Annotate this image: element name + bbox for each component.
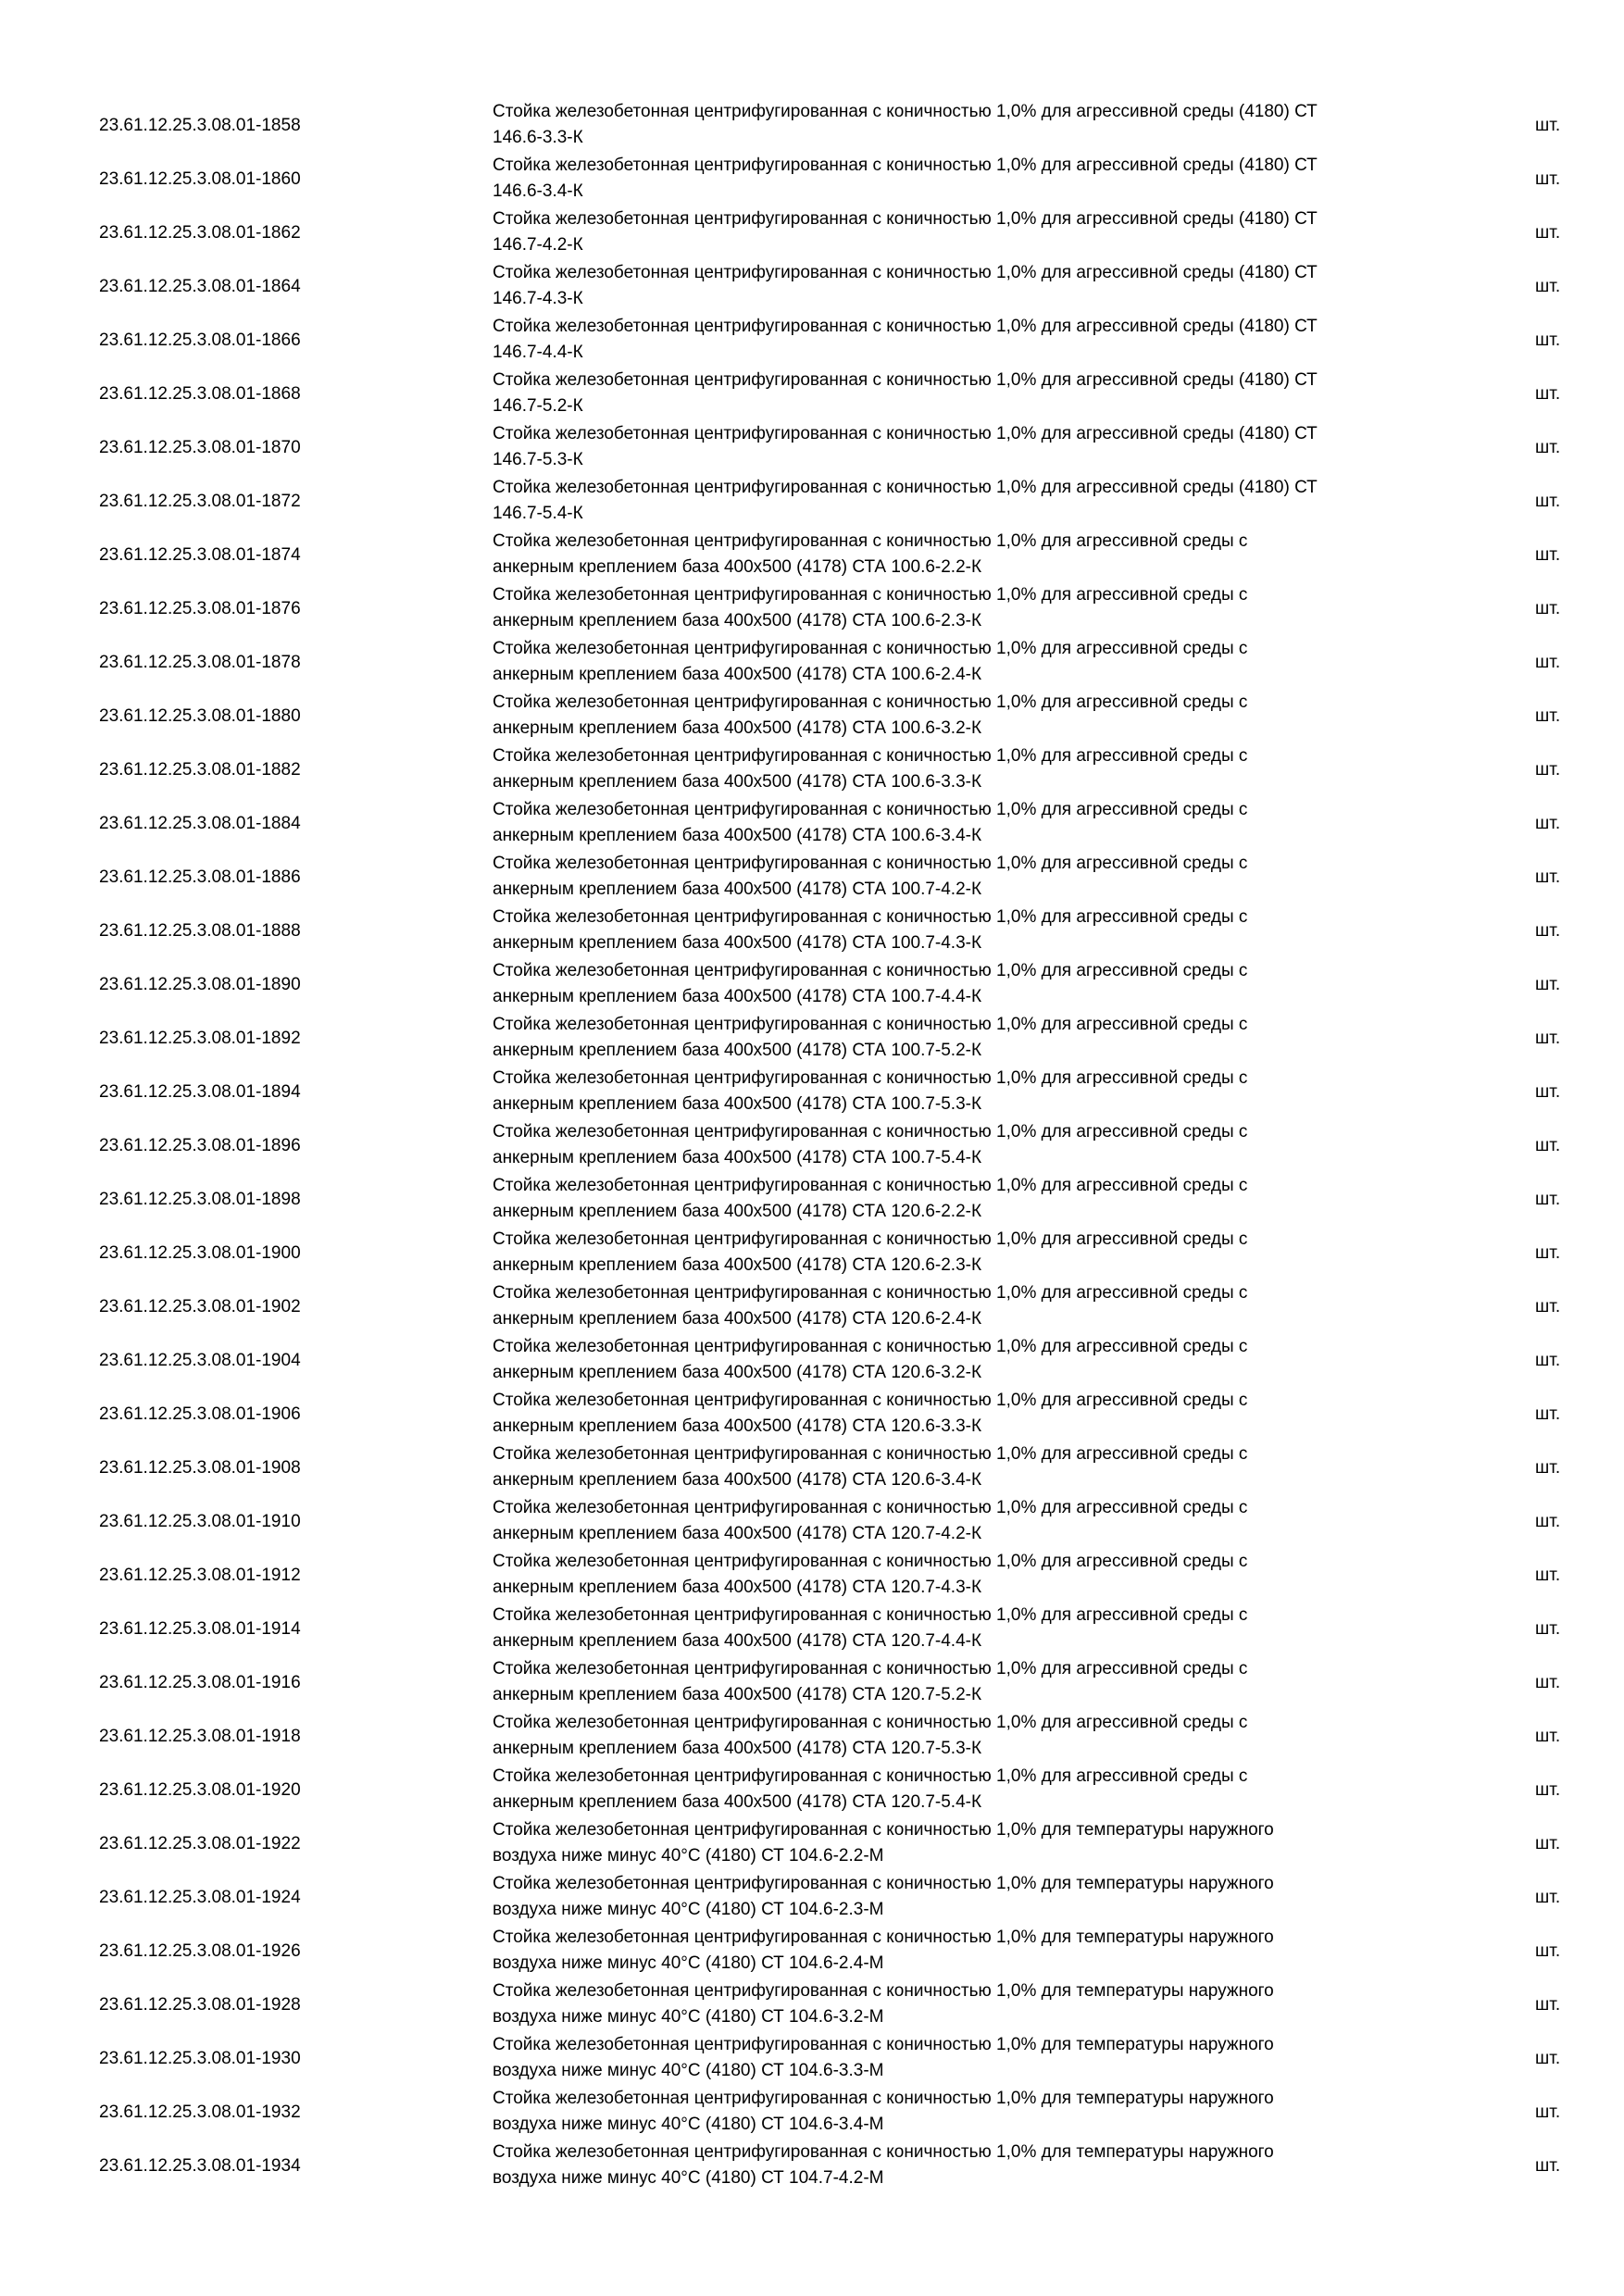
item-code: 23.61.12.25.3.08.01-1862: [99, 223, 301, 243]
item-code: 23.61.12.25.3.08.01-1900: [99, 1243, 301, 1263]
item-unit: шт.: [1535, 1136, 1561, 1155]
item-code: 23.61.12.25.3.08.01-1890: [99, 975, 301, 994]
item-unit: шт.: [1535, 1190, 1561, 1209]
item-description-line: Стойка железобетонная центрифугированная с коничностью 1,0% для агрессивной среды с: [493, 1176, 1248, 1195]
item-description-line: анкерным креплением база 400х500 (4178) СТА 100.7-5.2-К: [493, 1041, 982, 1060]
item-description-line: воздуха ниже минус 40°С (4180) СТ 104.6-2.3-М: [493, 1900, 884, 1919]
item-description: [493, 1710, 1437, 1762]
item-unit: шт.: [1535, 384, 1561, 404]
table-row: [0, 1066, 1624, 1119]
item-description: [493, 797, 1437, 849]
item-description: [493, 1334, 1437, 1386]
item-unit: шт.: [1535, 1834, 1561, 1853]
table-row: [0, 314, 1624, 368]
item-description-line: воздуха ниже минус 40°С (4180) СТ 104.6-2.2-М: [493, 1846, 884, 1866]
item-code: 23.61.12.25.3.08.01-1912: [99, 1566, 301, 1585]
item-description-line: анкерным креплением база 400х500 (4178) СТА 100.6-2.4-К: [493, 665, 982, 684]
item-description: [493, 1925, 1437, 1977]
item-description-line: анкерным креплением база 400х500 (4178) СТА 120.6-2.3-К: [493, 1255, 982, 1275]
item-code: 23.61.12.25.3.08.01-1858: [99, 116, 301, 135]
item-code: 23.61.12.25.3.08.01-1910: [99, 1512, 301, 1531]
table-row: [0, 905, 1624, 958]
item-code: 23.61.12.25.3.08.01-1918: [99, 1727, 301, 1746]
item-description-line: Стойка железобетонная центрифугированная с коничностью 1,0% для агрессивной среды с: [493, 854, 1248, 873]
item-unit: шт.: [1535, 1029, 1561, 1048]
item-description-line: Стойка железобетонная центрифугированная с коничностью 1,0% для агрессивной среды с: [493, 693, 1248, 712]
item-code: 23.61.12.25.3.08.01-1882: [99, 760, 301, 780]
item-unit: шт.: [1535, 331, 1561, 350]
table-row: [0, 1012, 1624, 1066]
item-description-line: Стойка железобетонная центрифугированная с коничностью 1,0% для агрессивной среды (4180) СТ: [493, 263, 1318, 282]
item-description-line: Стойка железобетонная центрифугированная с коничностью 1,0% для агрессивной среды с: [493, 1229, 1248, 1249]
item-unit: шт.: [1535, 1404, 1561, 1424]
item-description-line: Стойка железобетонная центрифугированная с коничностью 1,0% для агрессивной среды с: [493, 1498, 1248, 1517]
table-row: [0, 529, 1624, 582]
table-row: [0, 1549, 1624, 1603]
table-row: [0, 1334, 1624, 1388]
table-row: [0, 2086, 1624, 2140]
item-code: 23.61.12.25.3.08.01-1906: [99, 1404, 301, 1424]
item-description-line: Стойка железобетонная центрифугированная с коничностью 1,0% для агрессивной среды (4180) СТ: [493, 424, 1318, 443]
item-unit: шт.: [1535, 1619, 1561, 1639]
item-code: 23.61.12.25.3.08.01-1926: [99, 1941, 301, 1961]
item-code: 23.61.12.25.3.08.01-1892: [99, 1029, 301, 1048]
item-description-line: Стойка железобетонная центрифугированная с коничностью 1,0% для агрессивной среды (4180) СТ: [493, 370, 1318, 390]
item-description-line: Стойка железобетонная центрифугированная с коничностью 1,0% для температуры наружного: [493, 1928, 1274, 1947]
item-code: 23.61.12.25.3.08.01-1868: [99, 384, 301, 404]
item-unit: шт.: [1535, 1888, 1561, 1907]
item-unit: шт.: [1535, 1780, 1561, 1800]
table-row: [0, 475, 1624, 529]
item-code: 23.61.12.25.3.08.01-1876: [99, 599, 301, 618]
item-description: [493, 260, 1437, 312]
item-unit: шт.: [1535, 438, 1561, 457]
item-description-line: Стойка железобетонная центрифугированная с коничностью 1,0% для агрессивной среды (4180) СТ: [493, 209, 1318, 229]
item-code: 23.61.12.25.3.08.01-1920: [99, 1780, 301, 1800]
item-code: 23.61.12.25.3.08.01-1934: [99, 2156, 301, 2176]
table-row: [0, 1119, 1624, 1173]
item-description-line: Стойка железобетонная центрифугированная с коничностью 1,0% для агрессивной среды с: [493, 585, 1248, 605]
item-unit: шт.: [1535, 975, 1561, 994]
item-code: 23.61.12.25.3.08.01-1902: [99, 1297, 301, 1316]
item-description-line: Стойка железобетонная центрифугированная с коничностью 1,0% для агрессивной среды с: [493, 961, 1248, 980]
item-unit: шт.: [1535, 1297, 1561, 1316]
item-description-line: Стойка железобетонная центрифугированная с коничностью 1,0% для температуры наружного: [493, 2035, 1274, 2054]
item-description: [493, 1119, 1437, 1171]
item-unit: шт.: [1535, 492, 1561, 511]
item-unit: шт.: [1535, 1512, 1561, 1531]
item-description: [493, 206, 1437, 258]
item-description: [493, 1280, 1437, 1332]
item-description-line: Стойка железобетонная центрифугированная с коничностью 1,0% для агрессивной среды с: [493, 1659, 1248, 1678]
table-row: [0, 1871, 1624, 1925]
item-unit: шт.: [1535, 116, 1561, 135]
item-description-line: Стойка железобетонная центрифугированная с коничностью 1,0% для агрессивной среды (4180) СТ: [493, 478, 1318, 497]
item-description-line: анкерным креплением база 400х500 (4178) СТА 100.6-2.2-К: [493, 557, 982, 577]
item-unit: шт.: [1535, 277, 1561, 296]
item-description-line: анкерным креплением база 400х500 (4178) СТА 120.6-2.2-К: [493, 1202, 982, 1221]
item-description-line: Стойка железобетонная центрифугированная с коничностью 1,0% для агрессивной среды с: [493, 1283, 1248, 1303]
item-description-line: 146.7-4.4-К: [493, 343, 583, 362]
item-description-line: Стойка железобетонная центрифугированная с коничностью 1,0% для агрессивной среды с: [493, 1337, 1248, 1356]
item-description-line: анкерным креплением база 400х500 (4178) СТА 100.6-2.3-К: [493, 611, 982, 630]
item-description-line: Стойка железобетонная центрифугированная с коничностью 1,0% для агрессивной среды с: [493, 1122, 1248, 1142]
table-row: [0, 1710, 1624, 1764]
table-row: [0, 1173, 1624, 1227]
item-unit: шт.: [1535, 1995, 1561, 2015]
item-description-line: анкерным креплением база 400х500 (4178) СТА 100.7-4.3-К: [493, 933, 982, 953]
item-code: 23.61.12.25.3.08.01-1932: [99, 2103, 301, 2122]
item-code: 23.61.12.25.3.08.01-1896: [99, 1136, 301, 1155]
table-row: [0, 99, 1624, 153]
table-row: [0, 1603, 1624, 1656]
item-description: [493, 2140, 1437, 2191]
table-row: [0, 851, 1624, 905]
item-description: [493, 1603, 1437, 1654]
item-description-line: Стойка железобетонная центрифугированная с коничностью 1,0% для агрессивной среды с: [493, 1068, 1248, 1088]
item-unit: шт.: [1535, 1941, 1561, 1961]
item-code: 23.61.12.25.3.08.01-1870: [99, 438, 301, 457]
item-unit: шт.: [1535, 223, 1561, 243]
item-description: [493, 1012, 1437, 1064]
item-description-line: Стойка железобетонная центрифугированная с коничностью 1,0% для агрессивной среды с: [493, 1444, 1248, 1464]
item-description-line: анкерным креплением база 400х500 (4178) СТА 100.7-4.4-К: [493, 987, 982, 1006]
item-unit: шт.: [1535, 1351, 1561, 1370]
table-row: [0, 1227, 1624, 1280]
item-code: 23.61.12.25.3.08.01-1916: [99, 1673, 301, 1692]
item-description: [493, 1978, 1437, 2030]
item-description-line: Стойка железобетонная центрифугированная с коничностью 1,0% для температуры наружного: [493, 1874, 1274, 1893]
item-code: 23.61.12.25.3.08.01-1914: [99, 1619, 301, 1639]
item-unit: шт.: [1535, 653, 1561, 672]
table-row: [0, 368, 1624, 421]
item-description: [493, 1817, 1437, 1869]
item-unit: шт.: [1535, 1566, 1561, 1585]
table-row: [0, 1817, 1624, 1871]
item-description-line: Стойка железобетонная центрифугированная с коничностью 1,0% для агрессивной среды с: [493, 746, 1248, 766]
price-table: [0, 99, 1624, 2193]
item-description: [493, 905, 1437, 956]
item-unit: шт.: [1535, 2049, 1561, 2068]
item-code: 23.61.12.25.3.08.01-1864: [99, 277, 301, 296]
item-description-line: Стойка железобетонная центрифугированная с коничностью 1,0% для температуры наружного: [493, 1981, 1274, 2001]
table-row: [0, 206, 1624, 260]
item-description: [493, 1066, 1437, 1117]
item-description-line: Стойка железобетонная центрифугированная с коничностью 1,0% для агрессивной среды с: [493, 1766, 1248, 1786]
item-description-line: воздуха ниже минус 40°С (4180) СТ 104.6-3.4-М: [493, 2115, 884, 2134]
item-code: 23.61.12.25.3.08.01-1860: [99, 169, 301, 189]
item-unit: шт.: [1535, 760, 1561, 780]
item-description: [493, 1495, 1437, 1547]
item-unit: шт.: [1535, 545, 1561, 565]
item-description-line: 146.6-3.3-К: [493, 128, 583, 147]
item-description-line: 146.7-5.3-К: [493, 450, 583, 469]
item-description-line: 146.7-4.3-К: [493, 289, 583, 308]
item-description: [493, 1656, 1437, 1708]
item-description: [493, 958, 1437, 1010]
item-description-line: анкерным креплением база 400х500 (4178) СТА 100.6-3.2-К: [493, 718, 982, 738]
item-description-line: воздуха ниже минус 40°С (4180) СТ 104.6-3.3-М: [493, 2061, 884, 2080]
item-code: 23.61.12.25.3.08.01-1894: [99, 1082, 301, 1102]
table-row: [0, 260, 1624, 314]
item-description-line: Стойка железобетонная центрифугированная с коничностью 1,0% для температуры наружного: [493, 2142, 1274, 2162]
item-description-line: Стойка железобетонная центрифугированная с коничностью 1,0% для агрессивной среды с: [493, 1015, 1248, 1034]
item-description-line: воздуха ниже минус 40°С (4180) СТ 104.7-4.2-М: [493, 2168, 884, 2188]
table-row: [0, 1764, 1624, 1817]
item-description-line: Стойка железобетонная центрифугированная с коничностью 1,0% для агрессивной среды с: [493, 907, 1248, 927]
item-unit: шт.: [1535, 1243, 1561, 1263]
item-description: [493, 1227, 1437, 1279]
item-unit: шт.: [1535, 921, 1561, 941]
table-row: [0, 2032, 1624, 2086]
item-description: [493, 690, 1437, 742]
item-code: 23.61.12.25.3.08.01-1928: [99, 1995, 301, 2015]
item-code: 23.61.12.25.3.08.01-1878: [99, 653, 301, 672]
item-unit: шт.: [1535, 867, 1561, 887]
item-description-line: воздуха ниже минус 40°С (4180) СТ 104.6-3.2-М: [493, 2007, 884, 2027]
item-description: [493, 1764, 1437, 1816]
item-code: 23.61.12.25.3.08.01-1924: [99, 1888, 301, 1907]
item-description: [493, 636, 1437, 688]
item-code: 23.61.12.25.3.08.01-1922: [99, 1834, 301, 1853]
table-row: [0, 1441, 1624, 1495]
item-description-line: Стойка железобетонная центрифугированная с коничностью 1,0% для температуры наружного: [493, 2089, 1274, 2108]
item-description-line: анкерным креплением база 400х500 (4178) СТА 100.6-3.4-К: [493, 826, 982, 845]
item-description-line: Стойка железобетонная центрифугированная с коничностью 1,0% для агрессивной среды с: [493, 1713, 1248, 1732]
item-description-line: анкерным креплением база 400х500 (4178) СТА 120.6-3.3-К: [493, 1416, 982, 1436]
item-description: [493, 153, 1437, 205]
item-description: [493, 582, 1437, 634]
item-description: [493, 314, 1437, 366]
item-description-line: Стойка железобетонная центрифугированная с коничностью 1,0% для агрессивной среды с: [493, 639, 1248, 658]
item-description: [493, 1173, 1437, 1225]
item-description: [493, 851, 1437, 903]
table-row: [0, 1925, 1624, 1978]
item-description-line: Стойка железобетонная центрифугированная с коничностью 1,0% для агрессивной среды с: [493, 531, 1248, 551]
item-description-line: 146.7-4.2-К: [493, 235, 583, 255]
item-description: [493, 1388, 1437, 1440]
item-description-line: анкерным креплением база 400х500 (4178) СТА 100.7-5.4-К: [493, 1148, 982, 1167]
table-row: [0, 582, 1624, 636]
item-description-line: анкерным креплением база 400х500 (4178) СТА 120.7-5.2-К: [493, 1685, 982, 1704]
item-unit: шт.: [1535, 1458, 1561, 1478]
item-description: [493, 368, 1437, 419]
table-row: [0, 743, 1624, 797]
item-description-line: Стойка железобетонная центрифугированная с коничностью 1,0% для агрессивной среды (4180) СТ: [493, 156, 1318, 175]
item-code: 23.61.12.25.3.08.01-1880: [99, 706, 301, 726]
item-code: 23.61.12.25.3.08.01-1930: [99, 2049, 301, 2068]
item-description-line: анкерным креплением база 400х500 (4178) СТА 120.7-5.3-К: [493, 1739, 982, 1758]
item-description-line: Стойка железобетонная центрифугированная с коничностью 1,0% для агрессивной среды с: [493, 1391, 1248, 1410]
item-description: [493, 1549, 1437, 1601]
item-unit: шт.: [1535, 1082, 1561, 1102]
item-description-line: анкерным креплением база 400х500 (4178) СТА 120.7-4.4-К: [493, 1631, 982, 1651]
item-unit: шт.: [1535, 2156, 1561, 2176]
table-row: [0, 797, 1624, 851]
table-row: [0, 1280, 1624, 1334]
item-unit: шт.: [1535, 599, 1561, 618]
table-row: [0, 958, 1624, 1012]
item-description: [493, 529, 1437, 580]
item-description-line: Стойка железобетонная центрифугированная с коничностью 1,0% для температуры наружного: [493, 1820, 1274, 1840]
item-unit: шт.: [1535, 1673, 1561, 1692]
item-description-line: Стойка железобетонная центрифугированная с коничностью 1,0% для агрессивной среды (4180) СТ: [493, 102, 1318, 121]
item-description: [493, 2032, 1437, 2084]
item-unit: шт.: [1535, 1727, 1561, 1746]
item-code: 23.61.12.25.3.08.01-1898: [99, 1190, 301, 1209]
item-description-line: Стойка железобетонная центрифугированная с коничностью 1,0% для агрессивной среды с: [493, 800, 1248, 819]
table-row: [0, 1388, 1624, 1441]
table-row: [0, 636, 1624, 690]
table-row: [0, 690, 1624, 743]
item-description-line: 146.7-5.2-К: [493, 396, 583, 416]
item-description-line: анкерным креплением база 400х500 (4178) СТА 120.7-5.4-К: [493, 1792, 982, 1812]
item-code: 23.61.12.25.3.08.01-1904: [99, 1351, 301, 1370]
item-description-line: воздуха ниже минус 40°С (4180) СТ 104.6-2.4-М: [493, 1953, 884, 1973]
table-row: [0, 1656, 1624, 1710]
item-description-line: анкерным креплением база 400х500 (4178) СТА 120.7-4.3-К: [493, 1578, 982, 1597]
item-unit: шт.: [1535, 814, 1561, 833]
item-description: [493, 475, 1437, 527]
item-description: [493, 421, 1437, 473]
item-description-line: Стойка железобетонная центрифугированная с коничностью 1,0% для агрессивной среды с: [493, 1552, 1248, 1571]
item-description: [493, 99, 1437, 151]
item-unit: шт.: [1535, 706, 1561, 726]
table-row: [0, 1978, 1624, 2032]
item-code: 23.61.12.25.3.08.01-1908: [99, 1458, 301, 1478]
item-description: [493, 2086, 1437, 2138]
item-unit: шт.: [1535, 169, 1561, 189]
item-description-line: анкерным креплением база 400х500 (4178) СТА 100.7-5.3-К: [493, 1094, 982, 1114]
item-code: 23.61.12.25.3.08.01-1888: [99, 921, 301, 941]
table-row: [0, 421, 1624, 475]
item-description-line: анкерным креплением база 400х500 (4178) СТА 100.7-4.2-К: [493, 880, 982, 899]
item-description-line: Стойка железобетонная центрифугированная с коничностью 1,0% для агрессивной среды с: [493, 1605, 1248, 1625]
item-description-line: Стойка железобетонная центрифугированная с коничностью 1,0% для агрессивной среды (4180) СТ: [493, 317, 1318, 336]
item-description: [493, 1871, 1437, 1923]
item-code: 23.61.12.25.3.08.01-1884: [99, 814, 301, 833]
item-unit: шт.: [1535, 2103, 1561, 2122]
item-description-line: анкерным креплением база 400х500 (4178) СТА 120.7-4.2-К: [493, 1524, 982, 1543]
item-code: 23.61.12.25.3.08.01-1874: [99, 545, 301, 565]
item-code: 23.61.12.25.3.08.01-1872: [99, 492, 301, 511]
table-row: [0, 1495, 1624, 1549]
item-description-line: анкерным креплением база 400х500 (4178) СТА 100.6-3.3-К: [493, 772, 982, 792]
item-description-line: 146.6-3.4-К: [493, 181, 583, 201]
item-description: [493, 743, 1437, 795]
item-description-line: анкерным креплением база 400х500 (4178) СТА 120.6-3.4-К: [493, 1470, 982, 1490]
item-description-line: анкерным креплением база 400х500 (4178) СТА 120.6-2.4-К: [493, 1309, 982, 1329]
item-description-line: анкерным креплением база 400х500 (4178) СТА 120.6-3.2-К: [493, 1363, 982, 1382]
item-description-line: 146.7-5.4-К: [493, 504, 583, 523]
table-row: [0, 153, 1624, 206]
item-code: 23.61.12.25.3.08.01-1886: [99, 867, 301, 887]
item-code: 23.61.12.25.3.08.01-1866: [99, 331, 301, 350]
table-row: [0, 2140, 1624, 2193]
item-description: [493, 1441, 1437, 1493]
